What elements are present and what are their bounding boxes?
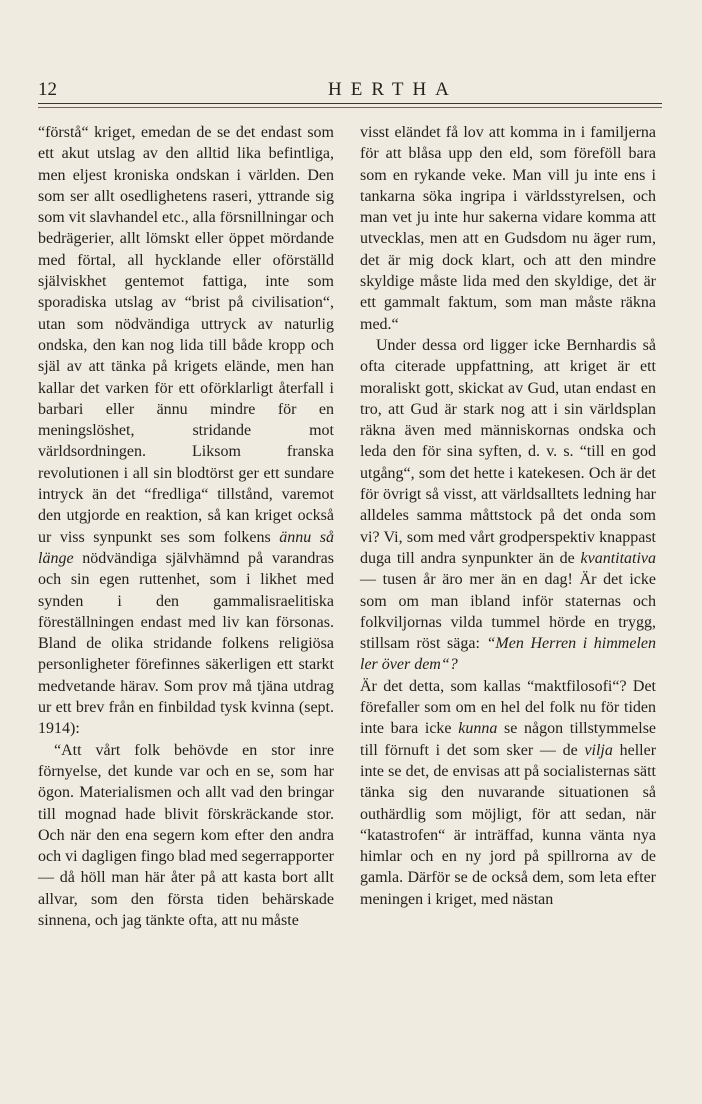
emphasis-text: vilja bbox=[584, 741, 613, 759]
left-column bbox=[38, 122, 334, 931]
emphasis-text: “Men Herren i himmelen ler över dem“? bbox=[360, 635, 656, 674]
paragraph-text: Är det detta, som kallas “maktfilosofi“? Det förefaller som om en hel del folk nu för tiden inte bara icke bbox=[360, 677, 656, 738]
paragraph: “Att vårt folk behövde en stor inre förnyelse, det kunde var och en se, som har ögon. Materialismen och allt vad den bringar till mognad hade blivit förskräckande stor. Och när den ena segern kom efter den andra och vi dagligen fingo blad med segerrapporter — då höll man här åter på att kasta bort allt allvar, som den första tiden behärskade sinnena, och jag tänkte ofta, att nu måste bbox=[38, 741, 334, 929]
right-column bbox=[360, 122, 656, 910]
paragraph bbox=[38, 122, 334, 740]
running-title: HERTHA bbox=[328, 79, 458, 100]
paragraph-text: se någon tillstymmelse till förnuft i det som sker — de bbox=[360, 720, 657, 759]
page-number: 12 bbox=[38, 79, 57, 100]
page-header bbox=[38, 78, 660, 104]
emphasis-text: kunna bbox=[458, 720, 498, 738]
emphasis-text: ännu så länge bbox=[38, 528, 334, 567]
paragraph-text: — tusen år äro mer än en dag! Är det icke som om man ibland inför staternas och folkviljornas vilda tummel hörde en trygg, stillsam röst säga: bbox=[360, 571, 656, 653]
paragraph-text: nödvändiga självhämnd på varandras och sin egen ruttenhet, som i likhet med synden i den gammalisraelitiska föreställningen endast med liv kan försonas. Bland de olika stridande folkens religiösa personligheter förefinnes säkerligen ett starkt medvetande härav. Som prov må tjäna utdrag ur ett brev från en finbildad tysk kvinna (sept. 1914): bbox=[38, 549, 334, 738]
header-rule-thin bbox=[38, 107, 662, 108]
paragraph-text: Under dessa ord ligger icke Bernhardis så ofta citerade uppfattning, att kriget är ett moraliskt gott, skickat av Gud, utan endast en tro, att Gud är stark nog att i sin världsplan räkna även med människornas ondska och leda den för sina syften, d. v. s. “till en god utgång“, som det hette i katekesen. Och är det för övrigt så visst, att världsalltets ledning har alldeles samma måttstock på det onda som vi? Vi, som med vårt grodperspektiv knappast duga till andra synpunkter än de bbox=[360, 336, 656, 567]
paragraph bbox=[360, 335, 656, 676]
paragraph-text: “förstå“ kriget, emedan de se det endast som ett akut utslag av den alltid lika befintliga, men eljest kroniska ondskan i världen. Den som ser allt osedlighetens raseri, yttrande sig som vit slavhandel etc., alla försnillningar och bedrägerier, allt lömskt eller öppet mördande med förtal, all hycklande eller oförställd själviskhet gentemot fattiga, inte som sporadiska utslag av “brist på civilisation“, utan som nödvändiga uttryck av naturlig ondska, den kan nog lida till både kropp och själ av att tänka på krigets elände, men han kallar det varken för ett oförklarligt återfall i barbari eller ännu mindre för en meningslöshet, stridande mot världsordningen. Liksom franska revolutionen i all sin blodtörst ger ett sundare intryck än det “fredliga“ tillstånd, varemot den utgjorde en reaktion, så kan kriget också ur viss synpunkt ses som folkens bbox=[38, 124, 334, 546]
paragraph: visst eländet få lov att komma in i familjerna för att blåsa upp den eld, som föreföll bara som en rykande veke. Man vill ju inte ens i tankarna söka ingripa i världsstyrelsen, och man vet ju inte hur sakerna vidare komma att utvecklas, men att en Gudsdom nu äger rum, det är mig dock klart, och att den mindre skyldige måste lida med den skyldige, det är ett gammalt faktum, som man måste räkna med.“ bbox=[360, 124, 656, 333]
emphasis-text: kvantitativa bbox=[580, 549, 657, 567]
paragraph-text: heller inte se det, de envisas att på socialisternas sätt tänka sig den nuvarande situationen så outhärdlig som möjligt, för att sedan, när “katastrofen“ är inträffad, kunna vänta nya himlar och en ny jord på spillrorna av de gamla. Därför se de också dem, som leta efter meningen i kriget, med nästan bbox=[360, 741, 657, 908]
header-rule bbox=[38, 103, 662, 104]
paragraph bbox=[360, 676, 656, 910]
